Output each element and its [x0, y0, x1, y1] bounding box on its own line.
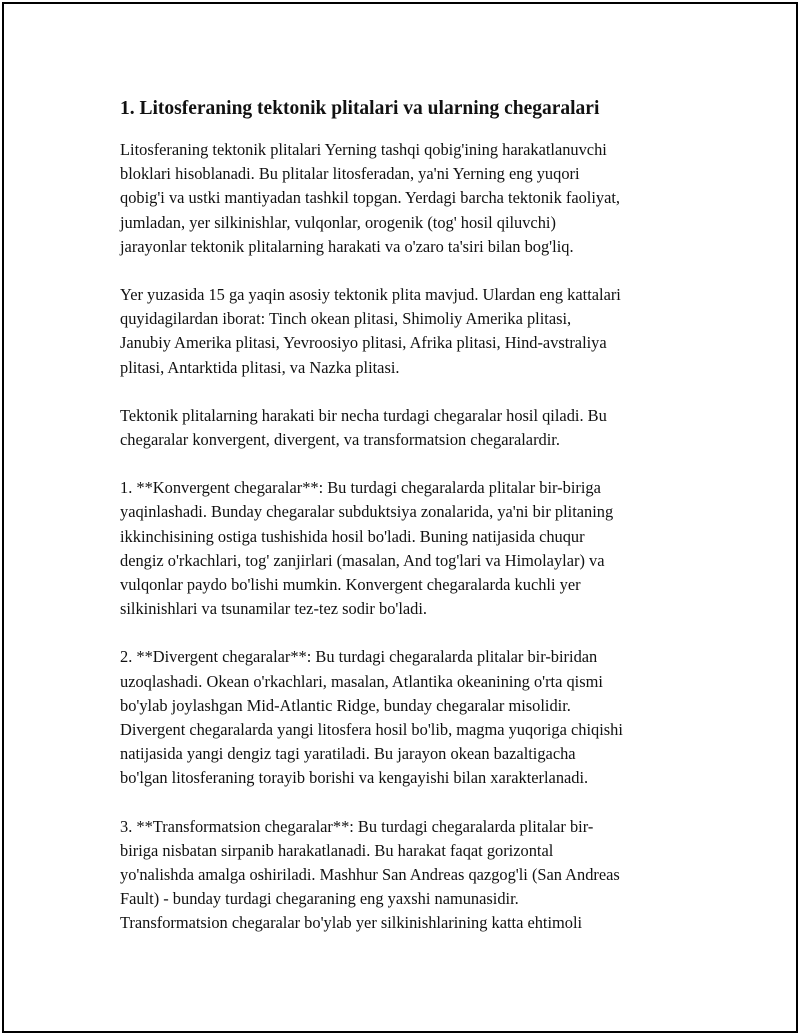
document-page [2, 2, 798, 1033]
paragraph-plates: Yer yuzasida 15 ga yaqin asosiy tektonik plita mavjud. Ulardan eng kattalari quyidagilardan iborat: Tinch okean plitasi, Shimoliy Amerika plitasi, Janubiy Amerika plitasi, Yevroosiyo plitasi, Afrika plitasi, Hind-avstraliya plitasi, Antarktida plitasi, va Nazka plitasi. [120, 285, 621, 377]
paragraph-intro: Litosferaning tektonik plitalari Yerning tashqi qobig'ining harakatlanuvchi bloklari hisoblanadi. Bu plitalar litosferadan, ya'ni Yerning eng yuqori qobig'i va ustki mantiyadan tashkil topgan. Yerdagi barcha tektonik faoliyat, jumladan, yer silkinishlar, vulqonlar, orogenik (tog' hosil qiluvchi) jarayonlar tektonik plitalarning harakati va o'zaro ta'siri bilan bog'liq. [120, 140, 621, 256]
paragraph-transform: 3. **Transformatsion chegaralar**: Bu turdagi chegaralarda plitalar bir- biriga nisbatan sirpanib harakatlanadi. Bu harakat faqat gorizontal yo'nalishda amalga oshiriladi. Mashhur San Andreas qazgog'li (San Andreas Fault) - bunday turdagi chegaraning eng yaxshi namunasidir. Transformatsion chegaralar bo'ylab yer silkinishlarining katta ehtimoli [120, 816, 620, 933]
document-title: 1. Litosferaning tektonik plitalari va ularning chegaralari [120, 98, 600, 119]
paragraph-convergent: 1. **Konvergent chegaralar**: Bu turdagi chegaralarda plitalar bir-biriga yaqinlashadi. Bunday chegaralar subduktsiya zonalarida, ya'ni bir plitaning ikkinchisining ostiga tushishida hosil bo'ladi. Buning natijasida chuqur dengiz o'rkachlari, tog' zanjirlari (masalan, And tog'lari va Himolaylar) va vulqonlar paydo bo'lishi mumkin. Konvergent chegaralarda kuchli yer silkinishlari va tsunamilar tez-tez sodir bo'ladi. [120, 478, 614, 619]
paragraph-boundaries: Tektonik plitalarning harakati bir necha turdagi chegaralar hosil qiladi. Bu chegaralar konvergent, divergent, va transformatsion chegaralardir. [120, 405, 607, 450]
paragraph-divergent: 2. **Divergent chegaralar**: Bu turdagi chegaralarda plitalar bir-biridan uzoqlashadi. Okean o'rkachlari, masalan, Atlantika okeanining o'rta qismi bo'ylab joylashgan Mid-Atlantic Ridge, bunday chegaralar misolidir. Divergent chegaralarda yangi litosfera hosil bo'lib, magma yuqoriga chiqishi natijasida yangi dengiz tagi yaratiladi. Bu jarayon okean bazaltigacha bo'lgan litosferaning torayib borishi va kengayishi bilan xarakterlanadi. [120, 647, 623, 788]
document-body [120, 96, 692, 960]
